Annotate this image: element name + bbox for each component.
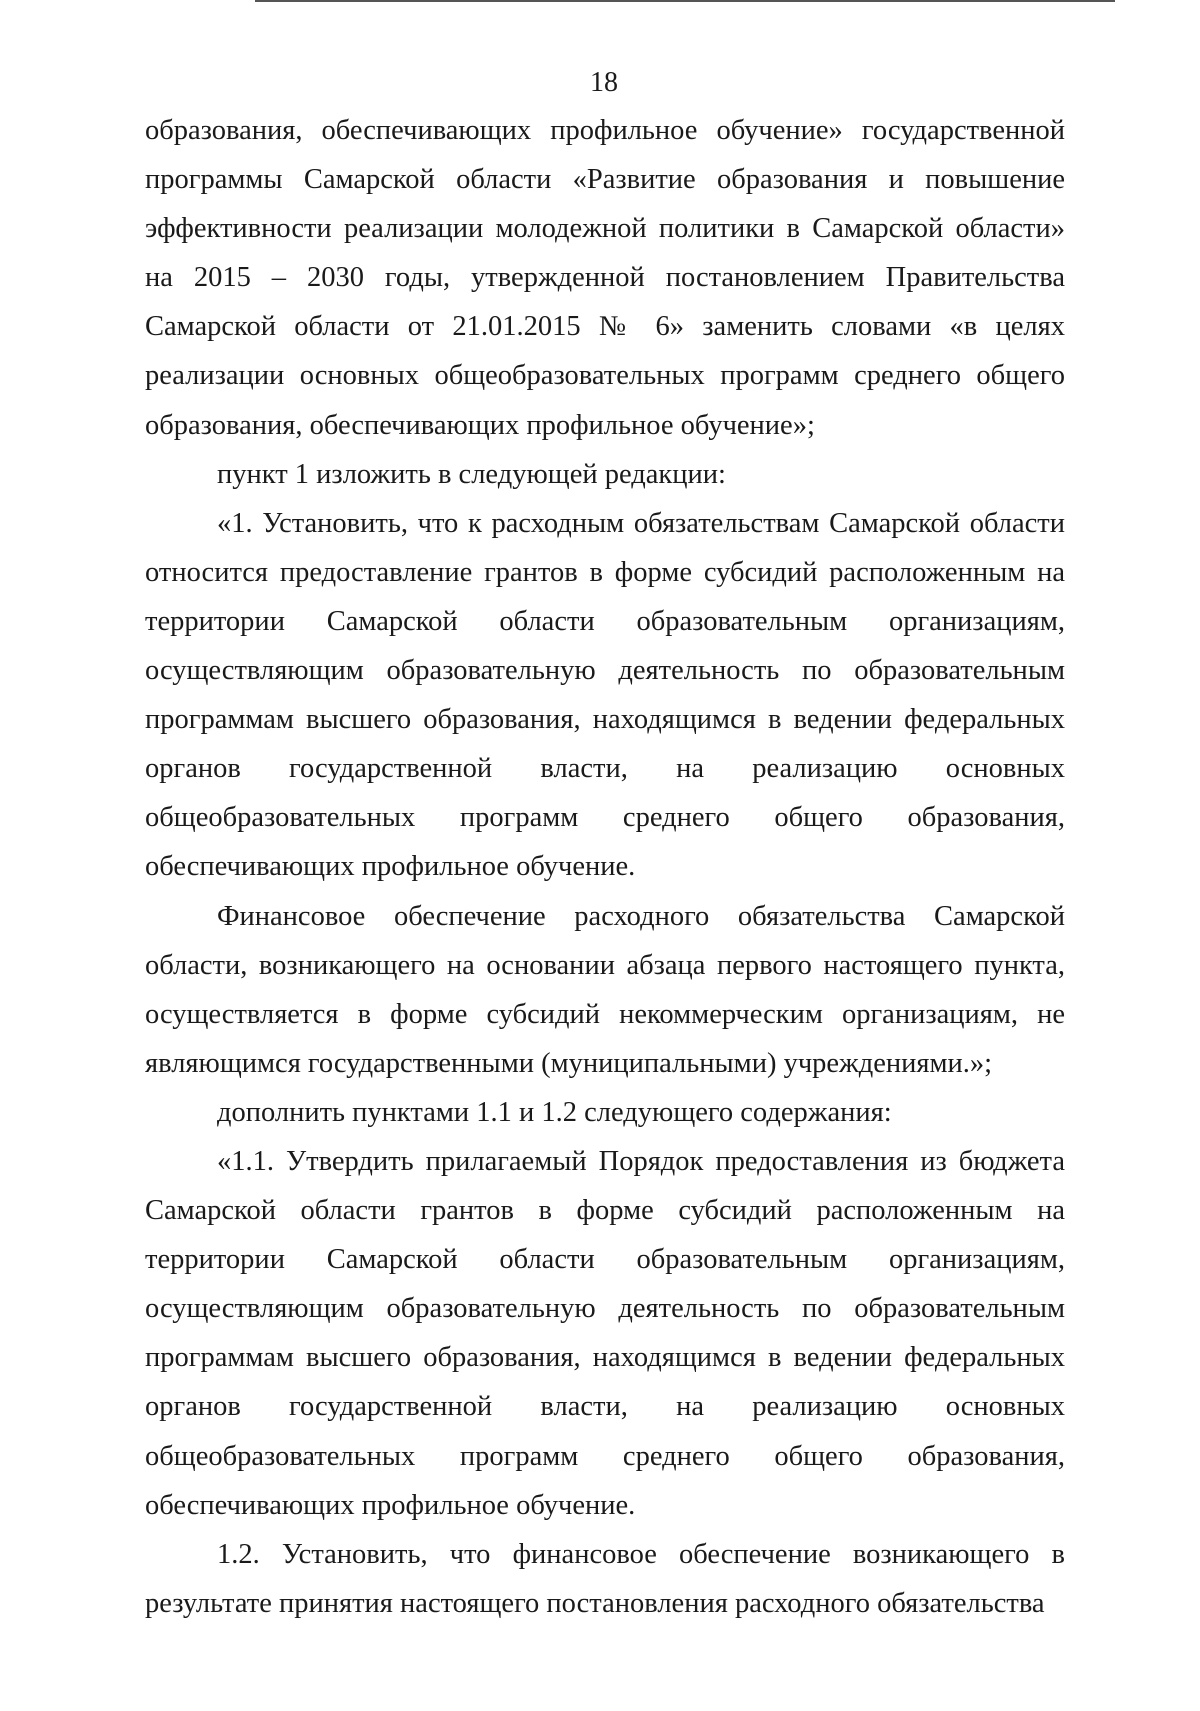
page-number: 18 — [590, 67, 618, 98]
paragraph-item-1-1: «1.1. Утвердить прилагаемый Порядок предоставления из бюджета Самарской области грантов в форме субсидий расположенным на территории Самарской области образовательным организациям, осуществляющим образовательную деятельность по образовательным программам высшего образования, находящимся в ведении федеральных органов государственной власти, на реализацию основных общеобразовательных программ среднего общего образования, обеспечивающих профильное обучение. — [145, 1145, 1065, 1521]
paragraph-supplement-intro: дополнить пунктами 1.1 и 1.2 следующего содержания: — [217, 1096, 892, 1128]
paragraph-item-1-intro: пункт 1 изложить в следующей редакции: — [217, 458, 726, 490]
paragraph-item-1: «1. Установить, что к расходным обязательствам Самарской области относится предоставление грантов в форме субсидий расположенным на территории Самарской области образовательным организациям, осуществляющим образовательную деятельность по образовательным программам высшего образования, находящимся в ведении федеральных органов государственной власти, на реализацию основных общеобразовательных программ среднего общего образования, обеспечивающих профильное обучение. — [145, 507, 1065, 883]
paragraph-continuation: образования, обеспечивающих профильное обучение» государственной программы Самарской области «Развитие образования и повышение эффективности реализации молодежной политики в Самарской области» на 2015 – 2030 годы, утвержденной постановлением Правительства Самарской области от 21.01.2015 № 6» заменить словами «в целях реализации основных общеобразовательных программ среднего общего образования, обеспечивающих профильное обучение»; — [145, 115, 1065, 441]
paragraph-item-1-2: 1.2. Установить, что финансовое обеспечение возникающего в результате принятия настоящего постановления расходного обязательства — [145, 1538, 1065, 1619]
top-border-line — [255, 0, 1115, 2]
document-body — [145, 106, 1065, 1628]
paragraph-financing: Финансовое обеспечение расходного обязательства Самарской области, возникающего на основании абзаца первого настоящего пункта, осуществляется в форме субсидий некоммерческим организациям, не являющимся государственными (муниципальными) учреждениями.»; — [145, 900, 1065, 1079]
